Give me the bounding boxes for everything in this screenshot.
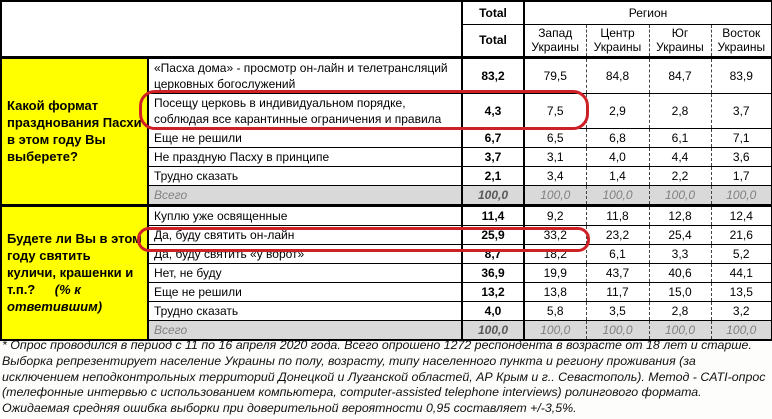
total-column-subheader: Total	[462, 24, 524, 57]
answer-label-cell: Трудно сказать	[148, 166, 462, 185]
region-value-cell: 5,8	[546, 303, 564, 318]
total-value-cell: 83,2	[462, 57, 524, 93]
total-value-cell: 100,0	[462, 320, 524, 340]
region-value-cell: 3,7	[711, 93, 772, 128]
region-value-cell: 7,5	[546, 103, 564, 118]
total-value-cell: 2,1	[462, 166, 524, 185]
answer-label-cell: Трудно сказать	[148, 301, 462, 320]
answer-label-cell: Посещу церковь в индивидуальном порядке, соблюдая все карантинные ограничения и правила	[148, 93, 462, 128]
answer-row	[1, 205, 772, 225]
total-value-cell: 3,7	[462, 147, 524, 166]
region-value-cell: 33,2	[543, 227, 567, 242]
region-column-header: Юг Украины	[649, 24, 711, 57]
region-value-cell: 3,5	[586, 301, 649, 320]
question-note: (% к ответившим)	[7, 282, 103, 314]
answer-label-cell: Да, буду святить «у ворот»	[148, 244, 462, 263]
region-value-cell: 3,6	[711, 147, 772, 166]
region-value-cell: 4,0	[586, 147, 649, 166]
total-value-cell: 4,3	[462, 93, 524, 128]
region-value-cell: 25,4	[649, 225, 711, 244]
region-value-cell: 13,5	[711, 282, 772, 301]
answer-row	[1, 57, 772, 93]
region-value-cell: 2,8	[649, 93, 711, 128]
region-value-cell: 100,0	[711, 185, 772, 205]
region-value-cell: 100,0	[586, 320, 649, 340]
region-value-cell: 100,0	[524, 320, 586, 340]
region-value-cell: 84,8	[586, 57, 649, 93]
region-value-cell: 12,4	[711, 205, 772, 225]
region-value-cell: 100,0	[649, 185, 711, 205]
question-block-2	[1, 205, 772, 340]
question-block-1	[1, 57, 772, 205]
question-text: Будете ли Вы в этом году святить куличи, крашенки и т.п.?	[7, 231, 142, 297]
region-value-cell: 1,4	[586, 166, 649, 185]
region-value-cell: 3,1	[546, 149, 564, 164]
total-value-cell: 13,2	[462, 282, 524, 301]
question-text: Какой формат празднования Пасхи в этом году Вы выберете?	[7, 98, 142, 164]
total-value-cell: 6,7	[462, 128, 524, 147]
summary-label-cell: Всего	[148, 320, 462, 340]
region-value-cell: 19,9	[543, 265, 567, 280]
region-value-cell: 11,7	[586, 282, 649, 301]
total-value-cell: 25,9	[462, 225, 524, 244]
region-value-cell: 6,1	[586, 244, 649, 263]
region-value-cell: 40,6	[649, 263, 711, 282]
region-value-cell: 11,8	[586, 205, 649, 225]
total-value-cell: 36,9	[462, 263, 524, 282]
region-value-cell: 6,5	[546, 130, 564, 145]
region-value-cell: 3,2	[711, 301, 772, 320]
region-value-cell: 2,9	[586, 93, 649, 128]
answer-label-cell: Да, буду святить он-лайн	[148, 225, 462, 244]
total-value-cell: 100,0	[462, 185, 524, 205]
survey-methodology-footnote: * Опрос проводился в период с 11 по 16 апреля 2020 года. Всего опрошено 1272 респондента в возрасте от 18 лет и старше. Выборка репрезентирует население Украины по полу, возрасту, типу населенного пункта и региону проживания (за исключением неподконтрольных территорий Донецкой и Луганской областей, АР Крым и г.. Севастополь). Метод - CATI-опрос (телефонные интервью с использованием компьютера, computer-assisted telephone interviews) ролингового формата. Ожидаемая средняя ошибка выборки при доверительной вероятности 0,95 составляет +/-3,5%.	[2, 338, 766, 416]
question-cell	[1, 57, 148, 205]
answer-label-cell: Еще не решили	[148, 282, 462, 301]
region-value-cell: 100,0	[711, 320, 772, 340]
region-value-cell: 44,1	[711, 263, 772, 282]
region-value-cell: 1,7	[711, 166, 772, 185]
region-value-cell: 13,8	[543, 284, 567, 299]
summary-label-cell: Всего	[148, 185, 462, 205]
corner-cell	[1, 1, 462, 57]
answer-label-cell: Куплю уже освященные	[148, 205, 462, 225]
region-value-cell: 6,8	[586, 128, 649, 147]
region-value-cell: 2,2	[649, 166, 711, 185]
region-value-cell: 12,8	[649, 205, 711, 225]
region-value-cell: 84,7	[649, 57, 711, 93]
region-value-cell: 83,9	[711, 57, 772, 93]
region-value-cell: 9,2	[546, 208, 564, 223]
answer-label-cell: «Пасха дома» - просмотр он-лайн и телетрансляций церковных богослужений	[148, 57, 462, 93]
region-group-header: Регион	[524, 1, 772, 24]
region-value-cell: 100,0	[586, 185, 649, 205]
region-value-cell: 23,2	[586, 225, 649, 244]
total-value-cell: 8,7	[462, 244, 524, 263]
region-value-cell: 7,1	[711, 128, 772, 147]
answer-label-cell: Нет, не буду	[148, 263, 462, 282]
region-value-cell: 15,0	[649, 282, 711, 301]
question-cell	[1, 205, 148, 340]
answer-label-cell: Не праздную Пасху в принципе	[148, 147, 462, 166]
answer-label-cell: Еще не решили	[148, 128, 462, 147]
region-value-cell: 18,2	[543, 246, 567, 261]
region-value-cell: 100,0	[649, 320, 711, 340]
region-value-cell: 100,0	[524, 185, 586, 205]
region-value-cell: 5,2	[711, 244, 772, 263]
region-column-header: Центр Украины	[586, 24, 649, 57]
region-value-cell: 21,6	[711, 225, 772, 244]
total-value-cell: 4,0	[462, 301, 524, 320]
region-value-cell: 3,4	[546, 168, 564, 183]
region-value-cell: 6,1	[649, 128, 711, 147]
region-column-header: Восток Украины	[711, 24, 772, 57]
total-value-cell: 11,4	[462, 205, 524, 225]
region-value-cell: 2,8	[649, 301, 711, 320]
region-value-cell: 43,7	[586, 263, 649, 282]
table-header	[1, 1, 772, 57]
region-value-cell: 3,3	[649, 244, 711, 263]
region-column-header: Запад Украины	[524, 24, 586, 57]
region-value-cell: 4,4	[649, 147, 711, 166]
region-value-cell: 79,5	[543, 68, 567, 83]
total-column-header: Total	[462, 1, 524, 24]
